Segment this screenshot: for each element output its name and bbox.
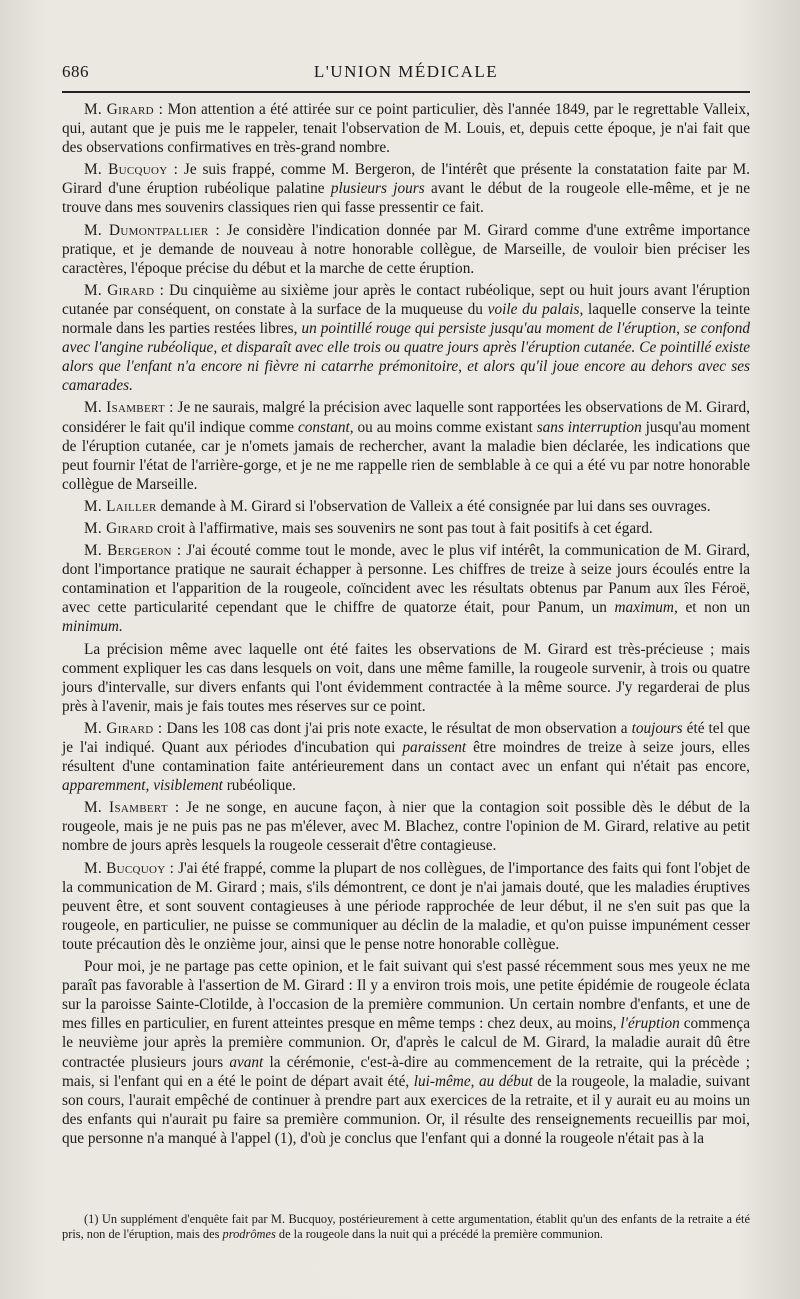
paragraph bbox=[62, 160, 750, 217]
paragraph bbox=[62, 719, 750, 795]
paragraph bbox=[62, 281, 750, 396]
speaker-name: M. Bucquoy : bbox=[84, 161, 179, 179]
text-run: Je suis frappé, comme M. Bergeron, de l'intérêt que présente la constatation faite par M. Girard d'une éruption rubéolique palatine bbox=[62, 161, 750, 198]
speaker-name: M. Girard bbox=[84, 519, 154, 537]
italic-text: lui-même, au début bbox=[413, 1072, 533, 1090]
italic-text: l'éruption bbox=[620, 1015, 680, 1033]
italic-text: avant bbox=[229, 1053, 264, 1071]
speaker-name: M. Girard : bbox=[84, 719, 163, 737]
text-run: de la rougeole dans la nuit qui a précédé la première communion. bbox=[275, 1227, 603, 1241]
text-run: Je considère l'indication donnée par M. Girard comme d'une extrême importance pratique, et je demande de nouveau à notre honorable collègue, de Marseille, de vouloir bien préciser les caractères, l'époque précise du début et la marche de cette éruption. bbox=[62, 221, 751, 277]
text-run: rubéolique. bbox=[222, 777, 296, 795]
paragraph bbox=[62, 497, 750, 516]
paragraph bbox=[62, 798, 750, 855]
speaker-name: M. Isambert : bbox=[84, 399, 174, 417]
text-run: croit à l'affirmative, mais ses souvenirs ne sont pas tout à fait positifs à cet égard. bbox=[153, 519, 653, 537]
italic-text: plusieurs jours bbox=[330, 180, 425, 198]
italic-text: paraissent bbox=[402, 739, 467, 756]
paragraph bbox=[62, 221, 750, 278]
text-run: être moindres de treize à seize jours, elles résultent d'une contamination faite antérieurement dans un contact avec un enfant qui n'était pas encore, bbox=[62, 739, 750, 776]
speaker-name: M. Bucquoy : bbox=[84, 859, 175, 877]
text-run: Je ne saurais, malgré la précision avec laquelle sont rapportées les observations de M. Girard, considérer le fait qu'il indique comme bbox=[62, 399, 750, 436]
speaker-name: M. Lailler bbox=[84, 497, 157, 515]
text-run: Dans les 108 cas dont j'ai pris note exacte, le résultat de mon observation a bbox=[162, 719, 632, 737]
text-run: la cérémonie, c'est-à-dire au commencement de la retraite, qui la précède ; mais, si l'enfant qui en a été le point de départ avait été, bbox=[62, 1053, 750, 1090]
italic-text: sans interruption bbox=[536, 418, 642, 436]
footnote bbox=[62, 1212, 750, 1242]
speaker-name: M. Girard : bbox=[84, 101, 164, 118]
text-run: été tel que je l'ai indiqué. Quant aux périodes d'incubation qui bbox=[62, 719, 750, 756]
italic-text: un pointillé rouge qui persiste jusqu'au moment de l'éruption, se confond avec l'angine rubéolique, et disparaît avec elle trois ou quatre jours après l'éruption cutanée. Ce pointillé existe alors que l'enfant n'a encore ni fièvre ni catarrhe prémonitoire, et alors qu'il joue encore au dehors avec ses camarades. bbox=[62, 320, 750, 395]
paragraph bbox=[62, 957, 750, 1148]
italic-text: constant, bbox=[297, 418, 354, 436]
speaker-name: M. Isambert : bbox=[84, 799, 180, 817]
italic-text: apparemment, visiblement bbox=[62, 777, 223, 795]
page-header bbox=[62, 62, 750, 88]
paragraph bbox=[62, 859, 750, 954]
text-run: avant le début de la rougeole elle-même, et je ne trouve dans mes souvenirs classiques rien qui fasse pressentir ce fait. bbox=[62, 180, 750, 217]
article-body bbox=[62, 100, 750, 1151]
text-run: laquelle conserve la teinte normale dans les parties restées libres, bbox=[62, 300, 750, 338]
italic-text: toujours bbox=[631, 719, 683, 737]
text-run: et non un bbox=[677, 599, 750, 617]
text-run: jusqu'au moment de l'éruption cutanée, car je n'omets jamais de rechercher, avant la maladie bien déclarée, les indications que peut fournir l'état de l'arrière-gorge, et je ne me rappelle rien de semblable à ce qui a été vu par notre honorable collègue de Marseille. bbox=[62, 418, 750, 493]
speaker-name: M. Bergeron : bbox=[84, 542, 182, 560]
text-run: Du cinquième au sixième jour après le contact rubéolique, sept ou huit jours avant l'éruption cutanée par conséquent, on constate à la surface de la muqueuse du bbox=[62, 281, 750, 318]
italic-text: prodrômes bbox=[222, 1227, 276, 1241]
speaker-name: M. Girard : bbox=[84, 281, 165, 299]
text-run: (1) Un supplément d'enquête fait par M. Bucquoy, postérieurement à cette argumentation, établit qu'un des enfants de la retraite a été pris, non de l'éruption, mais des bbox=[62, 1212, 750, 1241]
text-run: Je ne songe, en aucune façon, à nier que la contagion soit possible dès le début de la rougeole, mais je ne puis pas ne pas m'élever, avec M. Blachez, contre l'opinion de M. Girard, relative au petit nombre de jours après lesquels la rougeole cesserait d'être contagieuse. bbox=[62, 799, 750, 855]
text-run: de la rougeole, la maladie, suivant son cours, l'aurait empêché de continuer à prendre part aux exercices de la retraite, et il y aurait eu au moins un des enfants qui n'aurait pu faire sa première communion. Or, il résulte des renseignements recueillis par moi, que personne n'a manqué à l'appel (1), d'où je conclus que l'enfant qui a donné la rougeole n'était pas à la bbox=[62, 1072, 750, 1147]
text-run: Mon attention a été attirée sur ce point particulier, dès l'année 1849, par le regrettable Valleix, qui, autant que je puis me le rappeler, tenait l'observation de M. Louis, et, depuis cette époque, je n'ai fait que des observations confirmatives en très-grand nombre. bbox=[62, 101, 750, 157]
paragraph bbox=[62, 519, 750, 538]
text-run: J'ai été frappé, comme la plupart de nos collègues, de l'importance des faits qui font l'objet de la communication de M. Girard ; mais, s'ils démontrent, ce dont je n'ai jamais douté, que les maladies éruptives peuvent être, et sont souvent contagieuses à une période rapprochée de leur début, il ne s'en suit pas que la rougeole, en particulier, ne puisse se communiquer au déclin de la maladie, et qu'on puisse impunément cesser toute précaution dès le onzième jour, ainsi que le pense notre honorable collègue. bbox=[62, 859, 750, 953]
text-run: La précision même avec laquelle ont été faites les observations de M. Girard est très-précieuse ; mais comment expliquer les cas dans lesquels on voit, dans une même famille, la rougeole survenir, à trois ou quatre jours d'intervalle, sur divers enfants qui l'ont évidemment contractée à la même source. J'y regarderai de plus près à l'avenir, mais je fais toutes mes réserves sur ce point. bbox=[62, 640, 750, 715]
italic-text: minimum. bbox=[62, 618, 123, 636]
text-run: Pour moi, je ne partage pas cette opinion, et le fait suivant qui s'est passé récemment sous mes yeux ne me paraît pas favorable à l'assertion de M. Girard : Il y a environ trois mois, une petite épidémie de rougeole éclata sur la paroisse Sainte-Clotilde, à l'occasion de la première communion. Un certain nombre d'enfants, et une de mes filles en particulier, en furent atteintes presque en même temps : chez deux, au moins, bbox=[62, 958, 750, 1033]
running-title: L'UNION MÉDICALE bbox=[313, 62, 499, 81]
text-run: commença le neuvième jour après la première communion. Or, d'après le calcul de M. Girard, la maladie aurait dû être contractée plusieurs jours bbox=[62, 1015, 750, 1071]
paragraph bbox=[62, 100, 750, 157]
italic-text: maximum, bbox=[614, 599, 678, 617]
text-run: demande à M. Girard si l'observation de Valleix a été consignée par lui dans ses ouvrages. bbox=[156, 497, 711, 515]
page-number: 686 bbox=[62, 62, 89, 81]
italic-text: voile du palais, bbox=[487, 300, 584, 318]
text-run: J'ai écouté comme tout le monde, avec le plus vif intérêt, la communication de M. Girard, dont l'importance pratique ne saurait échapper à personne. Les chiffres de treize à seize jours écoulés entre la contamination et l'apparition de la rougeole, coïncident avec les résultats obtenus par Panum aux îles Féroë, avec cette particularité cependant que le chiffre de quatorze était, pour Panum, un bbox=[62, 542, 751, 617]
paragraph bbox=[62, 398, 750, 493]
speaker-name: M. Dumontpallier : bbox=[84, 221, 221, 239]
paragraph bbox=[62, 640, 750, 716]
paragraph bbox=[62, 541, 750, 636]
text-run: ou au moins comme existant bbox=[353, 418, 537, 436]
header-rule bbox=[62, 91, 750, 93]
footnote-text bbox=[62, 1212, 750, 1242]
